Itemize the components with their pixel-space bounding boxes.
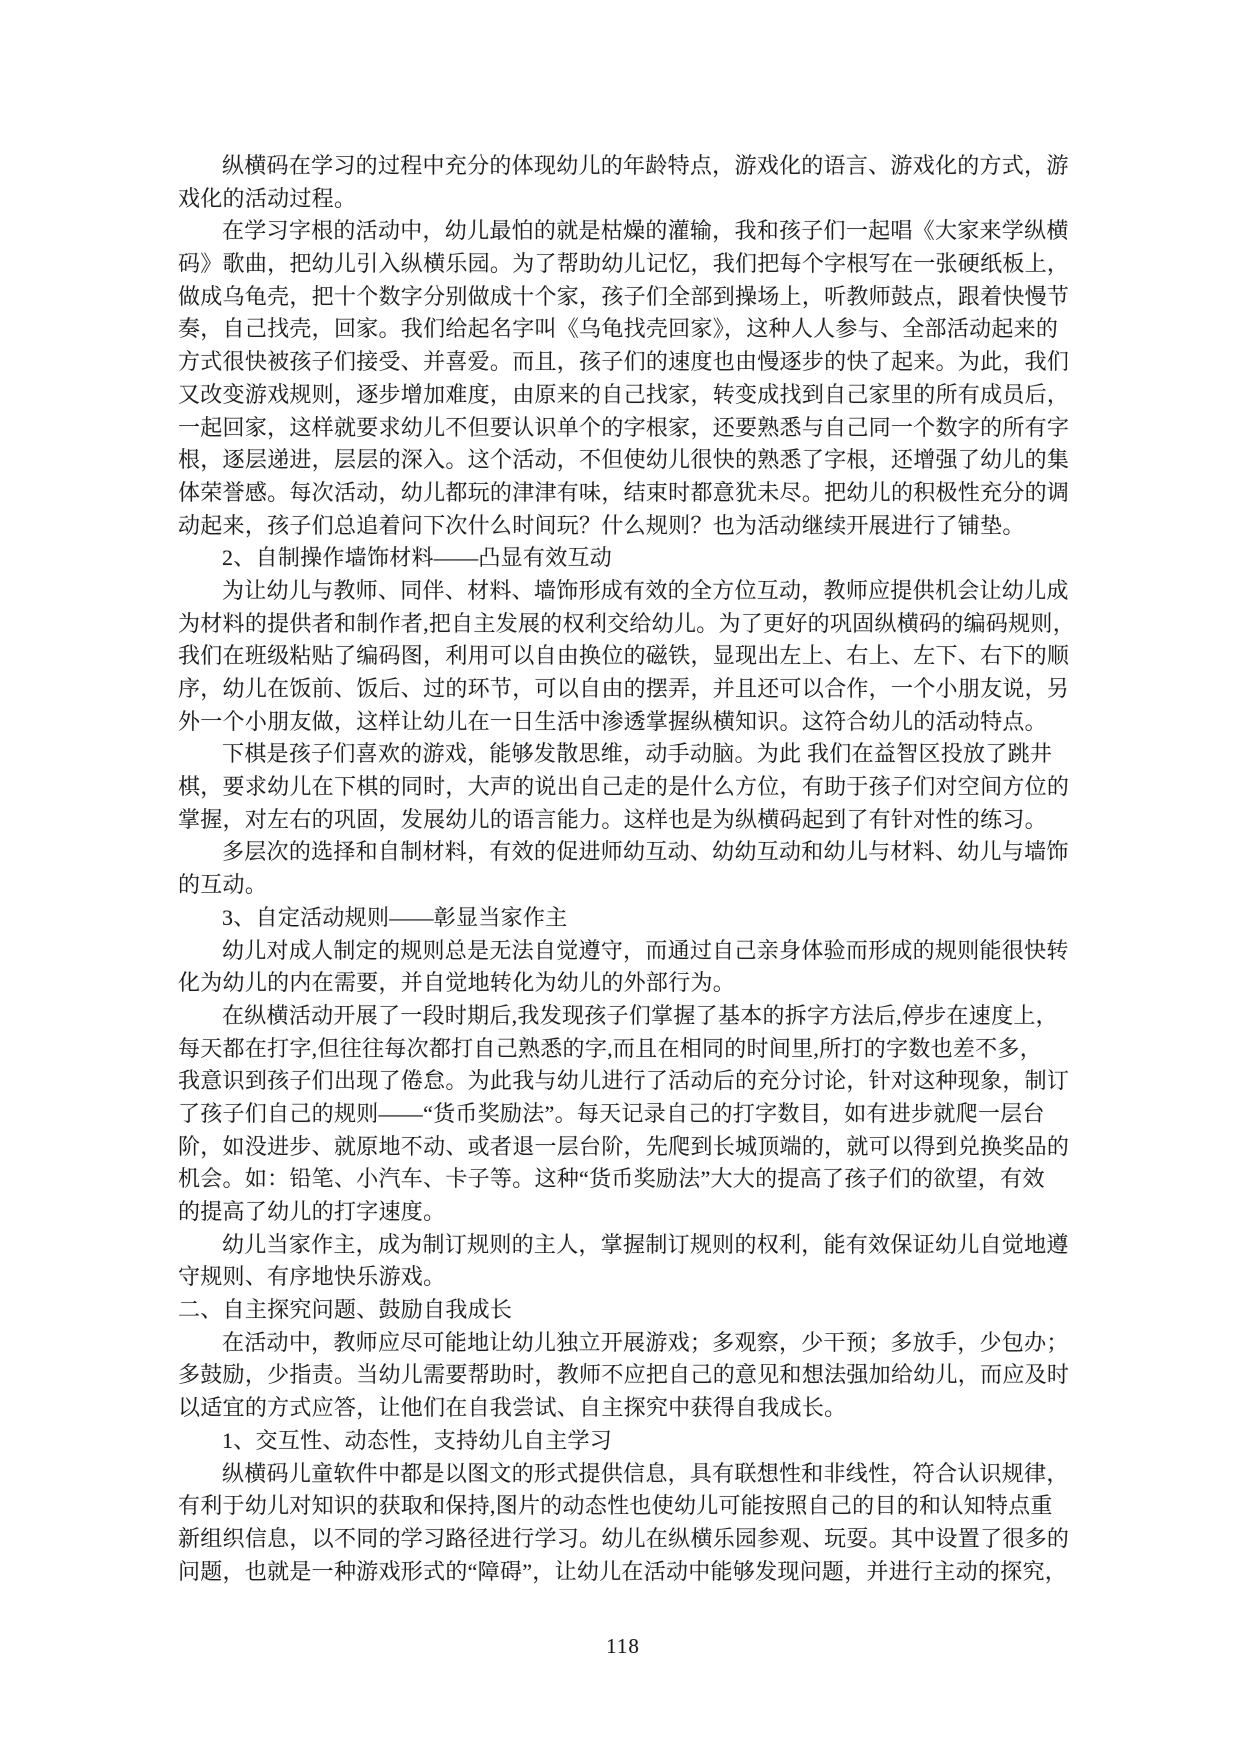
- text-line: 多层次的选择和自制材料，有效的促进师幼互动、幼幼互动和幼儿与材料、幼儿与墙饰: [222, 839, 1069, 865]
- text-line: 我们在班级粘贴了编码图，利用可以自由换位的磁铁，显现出左上、右上、左下、右下的顺: [178, 643, 1070, 669]
- text-line: 多鼓励，少指责。当幼儿需要帮助时，教师不应把自己的意见和想法强加给幼儿，而应及时: [178, 1362, 1070, 1388]
- text-line: 幼儿对成人制定的规则总是无法自觉遵守，而通过自己亲身体验而形成的规则能很快转: [222, 937, 1069, 963]
- text-line: 外一个小朋友做，这样让幼儿在一日生活中渗透掌握纵横知识。这符合幼儿的活动特点。: [178, 708, 1047, 734]
- text-line: 做成乌龟壳，把十个数字分别做成十个家，孩子们全部到操场上，听教师鼓点，跟着快慢节: [178, 283, 1070, 309]
- text-line: 机会。如：铅笔、小汽车、卡子等。这种“货币奖励法”大大的提高了孩子们的欲望，有效: [178, 1166, 1045, 1192]
- text-line: 阶，如没进步、就原地不动、或者退一层台阶，先爬到长城顶端的，就可以得到兑换奖品的: [178, 1133, 1070, 1159]
- text-line: 有利于幼儿对知识的获取和保持,图片的动态性也使幼儿可能按照自己的目的和认知特点重: [178, 1493, 1053, 1519]
- text-line: 在活动中，教师应尽可能地让幼儿独立开展游戏；多观察，少干预；多放手，少包办；: [222, 1329, 1069, 1355]
- text-line: 棋，要求幼儿在下棋的同时，大声的说出自己走的是什么方位，有助于孩子们对空间方位的: [178, 774, 1070, 800]
- text-line: 3、自定活动规则——彰显当家作主: [222, 904, 568, 930]
- text-line: 每天都在打字,但往往每次都打自己熟悉的字,而且在相同的时间里,所打的字数也差不多，: [178, 1035, 1042, 1061]
- text-line: 守规则、有序地快乐游戏。: [178, 1264, 446, 1290]
- text-line: 以适宜的方式应答，让他们在自我尝试、自主探究中获得自我成长。: [178, 1395, 847, 1421]
- text-line: 的互动。: [178, 872, 268, 898]
- text-line: 序，幼儿在饭前、饭后、过的环节，可以自由的摆弄，并且还可以合作，一个小朋友说，另: [178, 676, 1070, 701]
- text-line: 方式很快被孩子们接受、并喜爱。而且，孩子们的速度也由慢逐步的快了起来。为此，我们: [178, 349, 1070, 375]
- text-line: 我意识到孩子们出现了倦怠。为此我与幼儿进行了活动后的充分讨论，针对这种现象，制订: [178, 1068, 1070, 1094]
- text-line: 的提高了幼儿的打字速度。: [178, 1199, 446, 1224]
- text-line: 化为幼儿的内在需要，并自觉地转化为幼儿的外部行为。: [178, 970, 736, 996]
- text-line: 在纵横活动开展了一段时期后,我发现孩子们掌握了基本的拆字方法后,停步在速度上，: [222, 1002, 1058, 1028]
- text-line: 1、交互性、动态性，支持幼儿自主学习: [222, 1427, 613, 1453]
- text-line: 下棋是孩子们喜欢的游戏，能够发散思维，动手动脑。为此 我们在益智区投放了跳井: [222, 741, 1053, 767]
- text-line: 纵横码在学习的过程中充分的体现幼儿的年龄特点，游戏化的语言、游戏化的方式，游: [222, 153, 1069, 178]
- text-line: 为材料的提供者和制作者,把自主发展的权利交给幼儿。为了更好的巩固纵横码的编码规则，: [178, 610, 1075, 636]
- text-line: 二、自主探究问题、鼓励自我成长: [178, 1297, 513, 1323]
- text-line: 幼儿当家作主，成为制订规则的主人，掌握制订规则的权利，能有效保证幼儿自觉地遵: [222, 1231, 1069, 1257]
- text-line: 戏化的活动过程。: [178, 185, 357, 211]
- text-line: 奏，自己找壳，回家。我们给起名字叫《乌龟找壳回家》，这种人人参与、全部活动起来的: [178, 316, 1059, 342]
- text-line: 纵横码儿童软件中都是以图文的形式提供信息，具有联想性和非线性，符合认识规律，: [222, 1460, 1069, 1486]
- text-line: 新组织信息，以不同的学习路径进行学习。幼儿在纵横乐园参观、玩耍。其中设置了很多的: [178, 1525, 1070, 1551]
- text-line: 又改变游戏规则，逐步增加难度，由原来的自己找家，转变成找到自己家里的所有成员后，: [178, 381, 1070, 407]
- document-body: [178, 150, 1075, 1588]
- text-line: 了孩子们自己的规则——“货币奖励法”。每天记录自己的打字数目，如有进步就爬一层台: [178, 1100, 1045, 1126]
- text-line: 问题，也就是一种游戏形式的“障碍”，让幼儿在活动中能够发现问题，并进行主动的探究，: [178, 1558, 1068, 1584]
- text-line: 在学习字根的活动中，幼儿最怕的就是枯燥的灌输，我和孩子们一起唱《大家来学纵横: [222, 218, 1069, 244]
- text-line: 一起回家，这样就要求幼儿不但要认识单个的字根家，还要熟悉与自己同一个数字的所有字: [178, 414, 1070, 440]
- text-line: 掌握，对左右的巩固，发展幼儿的语言能力。这样也是为纵横码起到了有针对性的练习。: [178, 806, 1047, 832]
- text-line: 根，逐层递进，层层的深入。这个活动，不但使幼儿很快的熟悉了字根，还增强了幼儿的集: [178, 447, 1070, 473]
- text-line: 2、自制操作墙饰材料——凸显有效互动: [222, 545, 613, 571]
- text-line: 码》歌曲，把幼儿引入纵横乐园。为了帮助幼儿记忆，我们把每个字根写在一张硬纸板上，: [178, 251, 1070, 277]
- page-number: 118: [606, 1634, 640, 1658]
- text-line: 体荣誉感。每次活动，幼儿都玩的津津有味，结束时都意犹未尽。把幼儿的积极性充分的调: [178, 479, 1070, 505]
- text-line: 为让幼儿与教师、同伴、材料、墙饰形成有效的全方位互动，教师应提供机会让幼儿成: [222, 577, 1069, 603]
- text-line: 动起来，孩子们总追着问下次什么时间玩？什么规则？也为活动继续开展进行了铺垫。: [178, 512, 1025, 538]
